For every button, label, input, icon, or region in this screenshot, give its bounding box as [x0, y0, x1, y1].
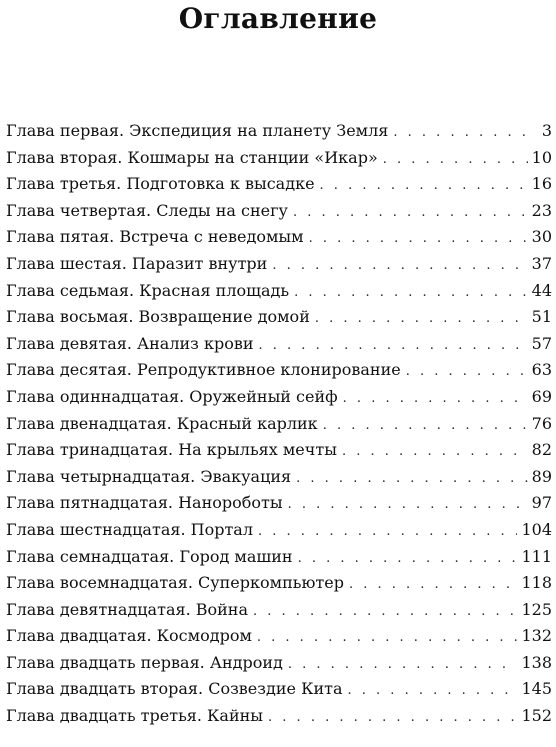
toc-entry-page: 69 [531, 386, 552, 406]
toc-entry [6, 118, 552, 145]
dot-leader [288, 652, 518, 679]
dot-leader [323, 413, 528, 440]
toc-entry-page: 89 [531, 466, 552, 486]
dot-leader [296, 466, 528, 493]
toc-entry-page: 30 [531, 227, 552, 247]
toc-entry [6, 224, 552, 251]
dot-leader [343, 386, 528, 413]
toc-entry-title: Глава седьмая. Красная площадь [6, 280, 290, 300]
toc-entry-page: 23 [531, 200, 552, 220]
toc-entry-page: 16 [531, 174, 552, 194]
page-title: Оглавление [178, 2, 378, 35]
toc-entry-title: Глава девятнадцатая. Война [6, 599, 248, 619]
toc-entry-title: Глава первая. Экспедиция на планету Земля [6, 121, 389, 140]
dot-leader [272, 253, 527, 280]
toc-entry-title: Глава двадцать вторая. Созвездие Кита [6, 679, 343, 699]
dot-leader [342, 439, 528, 466]
toc-entry-page: 118 [521, 573, 552, 593]
toc-entry-title: Глава двадцатая. Космодром [6, 626, 252, 646]
toc-entry-page: 51 [531, 307, 552, 327]
toc-entry-page: 76 [531, 413, 552, 433]
toc-entry-page: 44 [531, 280, 552, 300]
toc-entry [6, 304, 552, 331]
dot-leader [294, 280, 528, 307]
dot-leader [268, 705, 517, 732]
toc-entry-title: Глава шестая. Паразит внутри [6, 253, 268, 273]
toc-entry [6, 331, 552, 358]
dot-leader [383, 147, 528, 174]
toc-entry [6, 490, 552, 517]
dot-leader [309, 226, 528, 253]
dot-leader [259, 333, 528, 360]
dot-leader [349, 572, 517, 599]
toc-entry-title: Глава двадцать первая. Андроид [6, 652, 283, 672]
toc-entry [6, 437, 552, 464]
toc-entry [6, 703, 552, 730]
dot-leader [393, 120, 534, 147]
toc-entry [6, 650, 552, 677]
toc-entry-page: 37 [531, 253, 552, 273]
toc-entry-page: 125 [521, 599, 552, 619]
toc-entry-title: Глава третья. Подготовка к высадке [6, 174, 315, 194]
toc-entry-page: 10 [531, 147, 552, 167]
toc-entry-title: Глава четырнадцатая. Эвакуация [6, 466, 292, 486]
toc-entry-title: Глава десятая. Репродуктивное клонирование [6, 360, 401, 380]
toc-entry-page: 82 [531, 440, 552, 460]
toc-entry [6, 384, 552, 411]
toc-entry-title: Глава пятнадцатая. Нанороботы [6, 493, 283, 513]
dot-leader [257, 625, 518, 652]
dot-leader [293, 200, 528, 227]
dot-leader [320, 173, 528, 200]
toc-entry [6, 251, 552, 278]
toc-entry [6, 145, 552, 172]
dot-leader [406, 359, 528, 386]
toc-entry-page: 57 [531, 333, 552, 353]
toc-entry [6, 411, 552, 438]
toc-entry-page: 3 [541, 121, 552, 140]
toc-entry-title: Глава семнадцатая. Город машин [6, 546, 293, 566]
dot-leader [288, 492, 528, 519]
toc-entry [6, 278, 552, 305]
toc-entry-title: Глава двадцать третья. Кайны [6, 706, 264, 726]
toc-entry-title: Глава вторая. Кошмары на станции «Икар» [6, 147, 378, 167]
toc-entry [6, 570, 552, 597]
toc-entry-title: Глава четвертая. Следы на снегу [6, 200, 288, 220]
toc-entry-title: Глава двенадцатая. Красный карлик [6, 413, 318, 433]
toc-entry [6, 464, 552, 491]
toc-entry-page: 132 [521, 626, 552, 646]
toc-entry-title: Глава тринадцатая. На крыльях мечты [6, 440, 337, 460]
toc-entry [6, 198, 552, 225]
toc-entry-title: Глава восьмая. Возвращение домой [6, 307, 310, 327]
table-of-contents [6, 118, 552, 730]
toc-entry-page: 138 [521, 652, 552, 672]
dot-leader [348, 678, 518, 705]
toc-entry-page: 104 [521, 519, 552, 539]
toc-entry-title: Глава восемнадцатая. Суперкомпьютер [6, 573, 344, 593]
dot-leader [253, 599, 517, 626]
toc-entry-page: 145 [521, 679, 552, 699]
toc-entry [6, 171, 552, 198]
toc-entry [6, 676, 552, 703]
dot-leader [298, 546, 518, 573]
toc-entry [6, 597, 552, 624]
dot-leader [315, 306, 528, 333]
toc-entry-title: Глава девятая. Анализ крови [6, 333, 254, 353]
toc-entry-page: 63 [531, 360, 552, 380]
dot-leader [258, 519, 517, 546]
toc-entry-page: 111 [521, 546, 552, 566]
toc-entry-title: Глава шестнадцатая. Портал [6, 519, 254, 539]
toc-entry-page: 152 [521, 706, 552, 726]
toc-entry [6, 517, 552, 544]
toc-entry-title: Глава одиннадцатая. Оружейный сейф [6, 386, 338, 406]
toc-entry-page: 97 [531, 493, 552, 513]
toc-entry-title: Глава пятая. Встреча с неведомым [6, 227, 304, 247]
toc-entry [6, 544, 552, 571]
toc-entry [6, 357, 552, 384]
toc-entry [6, 623, 552, 650]
